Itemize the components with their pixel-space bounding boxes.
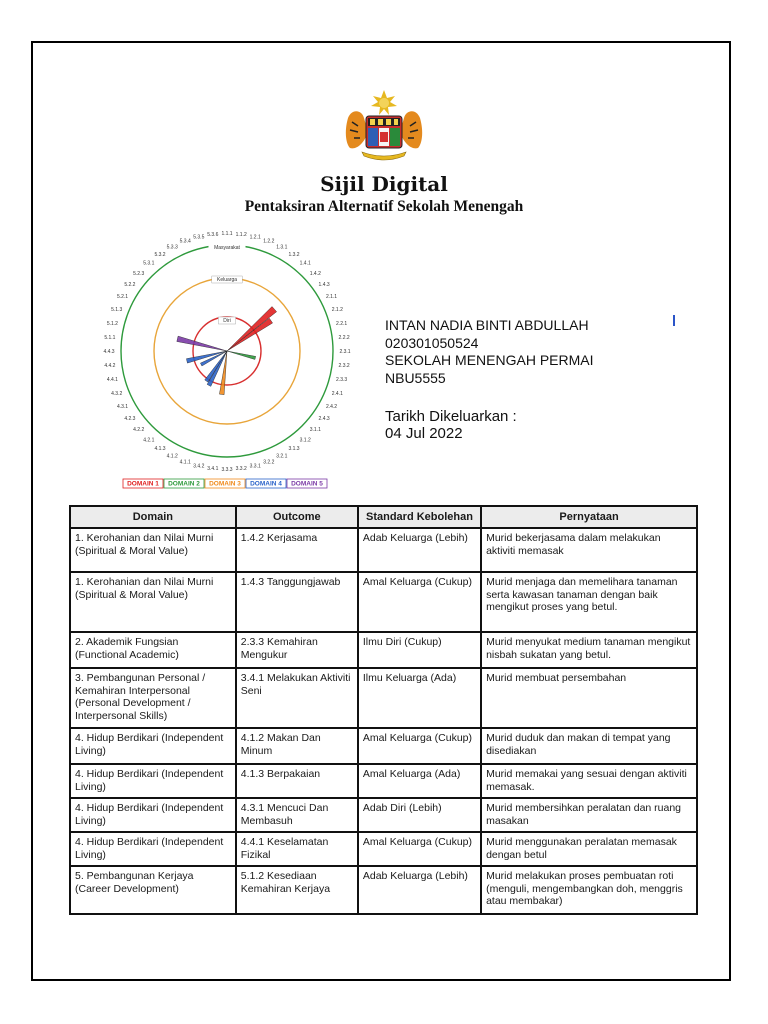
axis-label: 4.1.3: [154, 446, 166, 453]
axis-label: 1.4.3: [318, 282, 330, 288]
cell-outcome: 1.4.3 Tanggungjawab: [236, 572, 358, 632]
cell-outcome: 2.3.3 Kemahiran Mengukur: [236, 632, 358, 668]
ring-label: Keluarga: [216, 277, 238, 283]
cell-statement: Murid membersihkan peralatan dan ruang masakan: [481, 798, 697, 832]
cell-standard: Amal Keluarga (Cukup): [358, 728, 481, 764]
axis-label: 4.3.1: [116, 403, 129, 410]
issue-date-label: Tarikh Dikeluarkan :: [385, 408, 517, 425]
axis-label: 2.3.1: [339, 349, 351, 355]
axis-label: 5.3.5: [193, 234, 205, 241]
table-row: [70, 632, 697, 668]
cell-statement: Murid melakukan proses pembuatan roti (menguli, mengembangkan doh, menggris atau membakar): [481, 866, 697, 914]
axis-label: 4.4.3: [103, 349, 115, 355]
axis-label: 5.1.2: [106, 320, 118, 327]
table-header-row: [70, 506, 697, 528]
cell-domain: 3. Pembangunan Personal / Kemahiran Interpersonal (Personal Development / Interpersonal Skills): [70, 668, 236, 728]
cell-standard: Amal Keluarga (Cukup): [358, 832, 481, 866]
axis-label: 3.2.1: [276, 453, 288, 460]
cell-statement: Murid memakai yang sesuai dengan aktiviti memasak.: [481, 764, 697, 798]
axis-label: 3.4.1: [207, 466, 219, 473]
ring-label: Masyarakat: [214, 245, 240, 251]
table-row: [70, 572, 697, 632]
cell-outcome: 5.1.2 Kesediaan Kemahiran Kerjaya: [236, 866, 358, 914]
bar-5-1-2: [177, 336, 227, 351]
header-outcome: Outcome: [236, 506, 358, 528]
cell-outcome: 4.4.1 Keselamatan Fizikal: [236, 832, 358, 866]
cell-standard: Adab Diri (Lebih): [358, 798, 481, 832]
axis-label: 5.2.3: [133, 270, 145, 277]
bar-1-4-2: [227, 307, 277, 352]
cell-outcome: 1.4.2 Kerjasama: [236, 528, 358, 572]
axis-label: 5.2.2: [124, 282, 136, 288]
axis-label: 3.3.2: [235, 466, 247, 473]
axis-label: 3.3.3: [221, 467, 233, 473]
axis-label: 5.3.2: [154, 251, 166, 258]
header-statement: Pernyataan: [481, 506, 697, 528]
axis-label: 1.4.2: [309, 270, 321, 277]
axis-label: 3.4.2: [193, 463, 205, 470]
axis-label: 3.3.1: [249, 463, 261, 470]
legend-label: DOMAIN 3: [209, 480, 241, 488]
cell-domain: 4. Hidup Berdikari (Independent Living): [70, 798, 236, 832]
axis-label: 3.1.2: [299, 437, 311, 444]
axis-label: 1.2.2: [263, 238, 275, 245]
table-row: [70, 866, 697, 914]
axis-label: 1.4.1: [299, 260, 311, 267]
axis-label: 5.3.6: [207, 231, 219, 238]
axis-label: 5.3.4: [179, 238, 191, 245]
school-code: NBU5555: [385, 369, 446, 386]
axis-label: 5.1.3: [111, 307, 123, 314]
cell-domain: 4. Hidup Berdikari (Independent Living): [70, 832, 236, 866]
legend-label: DOMAIN 5: [291, 480, 323, 488]
axis-label: 1.3.2: [288, 251, 300, 258]
cell-standard: Ilmu Diri (Cukup): [358, 632, 481, 668]
issue-date-value: 04 Jul 2022: [385, 425, 463, 442]
axis-label: 5.3.1: [143, 260, 155, 267]
axis-label: 2.2.2: [338, 334, 350, 341]
bar-2-3-3: [227, 351, 256, 360]
student-name: INTAN NADIA BINTI ABDULLAH: [385, 317, 589, 333]
cell-statement: Murid duduk dan makan di tempat yang disediakan: [481, 728, 697, 764]
cell-statement: Murid membuat persembahan: [481, 668, 697, 728]
cell-domain: 2. Akademik Fungsian (Functional Academic): [70, 632, 236, 668]
cell-statement: Murid menggunakan peralatan memasak dengan betul: [481, 832, 697, 866]
cell-standard: Adab Keluarga (Lebih): [358, 528, 481, 572]
axis-label: 3.1.1: [309, 427, 321, 434]
cell-domain: 1. Kerohanian dan Nilai Murni (Spiritual & Moral Value): [70, 528, 236, 572]
axis-label: 1.1.2: [235, 231, 247, 238]
axis-label: 4.3.2: [111, 390, 123, 397]
radar-chart: [90, 230, 380, 492]
table-row: [70, 728, 697, 764]
student-id-number: 020301050524: [385, 334, 479, 351]
axis-label: 3.1.3: [288, 446, 300, 453]
axis-label: 2.1.1: [325, 294, 338, 301]
student-info: [385, 317, 594, 387]
table-row: [70, 798, 697, 832]
table-row: [70, 832, 697, 866]
issue-date-block: [385, 408, 517, 442]
cell-domain: 1. Kerohanian dan Nilai Murni (Spiritual & Moral Value): [70, 572, 236, 632]
axis-label: 2.2.1: [336, 320, 348, 327]
cell-standard: Amal Keluarga (Ada): [358, 764, 481, 798]
ring-label: Diri: [223, 318, 231, 324]
certificate-title: Sijil Digital: [320, 172, 448, 196]
table-row: [70, 764, 697, 798]
axis-label: 1.2.1: [249, 234, 261, 241]
cell-domain: 4. Hidup Berdikari (Independent Living): [70, 728, 236, 764]
cell-standard: Amal Keluarga (Cukup): [358, 572, 481, 632]
axis-label: 1.3.1: [276, 244, 288, 251]
cell-domain: 4. Hidup Berdikari (Independent Living): [70, 764, 236, 798]
cell-outcome: 4.1.3 Berpakaian: [236, 764, 358, 798]
axis-label: 4.2.1: [143, 437, 155, 444]
axis-label: 2.4.2: [325, 403, 338, 410]
text-cursor-mark: [673, 315, 675, 326]
legend-label: DOMAIN 4: [250, 480, 282, 488]
axis-label: 2.3.2: [338, 363, 350, 370]
axis-label: 4.1.1: [179, 459, 191, 466]
certificate-subtitle: Pentaksiran Alternatif Sekolah Menengah: [244, 198, 524, 215]
cell-outcome: 3.4.1 Melakukan Aktiviti Seni: [236, 668, 358, 728]
axis-label: 4.2.3: [124, 416, 136, 422]
axis-label: 5.3.3: [166, 244, 178, 251]
coat-of-arms-emblem: [334, 88, 434, 164]
cell-statement: Murid bekerjasama dalam melakukan aktiviti memasak: [481, 528, 697, 572]
axis-label: 3.2.2: [263, 459, 275, 466]
header-standard: Standard Kebolehan: [358, 506, 481, 528]
table-row: [70, 528, 697, 572]
axis-label: 2.1.2: [331, 307, 343, 314]
axis-label: 1.1.1: [221, 231, 233, 237]
cell-domain: 5. Pembangunan Kerjaya (Career Development): [70, 866, 236, 914]
axis-label: 4.4.1: [106, 377, 118, 384]
axis-label: 2.4.3: [318, 416, 330, 422]
axis-label: 2.3.3: [336, 377, 348, 384]
axis-label: 4.4.2: [104, 363, 116, 370]
table-row: [70, 668, 697, 728]
assessment-table: [69, 505, 698, 915]
legend-label: DOMAIN 2: [168, 480, 200, 488]
cell-outcome: 4.3.1 Mencuci Dan Membasuh: [236, 798, 358, 832]
cell-statement: Murid menyukat medium tanaman mengikut nisbah sukatan yang betul.: [481, 632, 697, 668]
legend-label: DOMAIN 1: [127, 480, 159, 488]
school-name: SEKOLAH MENENGAH PERMAI: [385, 352, 594, 368]
header-domain: Domain: [70, 506, 236, 528]
axis-label: 4.2.2: [133, 427, 145, 434]
axis-label: 2.4.1: [331, 390, 343, 397]
axis-label: 5.1.1: [104, 334, 116, 341]
axis-label: 5.2.1: [116, 294, 129, 301]
cell-outcome: 4.1.2 Makan Dan Minum: [236, 728, 358, 764]
cell-statement: Murid menjaga dan memelihara tanaman serta kawasan tanaman dengan baik mengikut proses yang betul.: [481, 572, 697, 632]
cell-standard: Ilmu Keluarga (Ada): [358, 668, 481, 728]
axis-label: 4.1.2: [166, 453, 178, 460]
cell-standard: Adab Keluarga (Lebih): [358, 866, 481, 914]
